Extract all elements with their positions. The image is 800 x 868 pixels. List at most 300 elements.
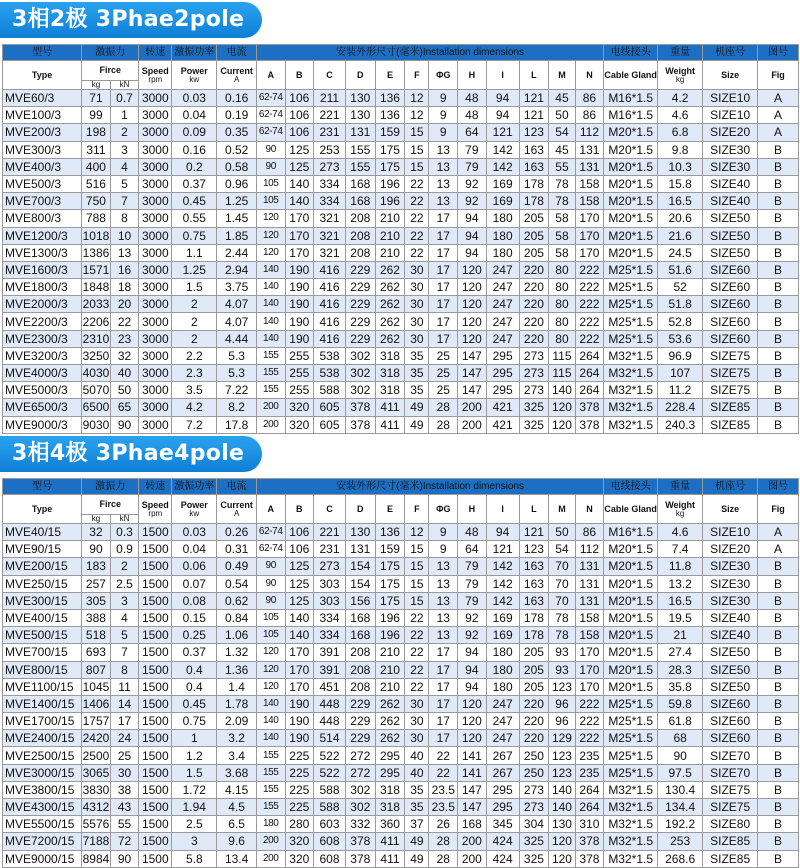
cell-weight: 192.2 xyxy=(658,816,703,833)
cell-dim-m: 140 xyxy=(549,382,575,399)
cell-dim-d: 302 xyxy=(345,799,375,816)
cell-speed: 1500 xyxy=(139,850,172,867)
cell-dim-h: 48 xyxy=(458,90,487,107)
cell-current: 4.44 xyxy=(217,330,257,347)
cell-dim-c: 221 xyxy=(314,107,346,124)
cell-speed: 3000 xyxy=(139,399,172,416)
cell-speed: 3000 xyxy=(139,313,172,330)
cell-dim-g: 9 xyxy=(429,541,458,558)
cell-dim-i: 247 xyxy=(486,695,519,712)
cell-dim-f: 30 xyxy=(405,296,429,313)
cell-force-kn: 3 xyxy=(110,141,139,158)
cell-dim-b: 170 xyxy=(285,244,314,261)
header-dim-4 xyxy=(375,495,405,524)
cell-speed: 3000 xyxy=(139,193,172,210)
cell-size: SIZE10 xyxy=(703,90,758,107)
cell-type: MVE800/15 xyxy=(3,661,82,678)
cell-size: SIZE85 xyxy=(703,833,758,850)
cell-current: 13.4 xyxy=(217,850,257,867)
cell-dim-l: 325 xyxy=(519,416,549,433)
cell-dim-l: 220 xyxy=(519,713,549,730)
cell-weight: 13.2 xyxy=(658,575,703,592)
cell-dim-l: 273 xyxy=(519,347,549,364)
header-dim-2-label: C xyxy=(326,503,333,514)
cell-dim-c: 588 xyxy=(314,781,346,798)
table-row xyxy=(3,313,799,330)
cell-dim-c: 448 xyxy=(314,695,346,712)
cell-dim-n: 378 xyxy=(575,416,604,433)
cell-dim-l: 273 xyxy=(519,365,549,382)
cell-power: 3 xyxy=(172,833,217,850)
cell-dim-d: 332 xyxy=(345,816,375,833)
cell-dim-g: 13 xyxy=(429,558,458,575)
cell-cable-gland: M20*1.5 xyxy=(604,141,658,158)
cell-size: SIZE40 xyxy=(703,627,758,644)
cell-type: MVE4000/3 xyxy=(3,365,82,382)
table-row xyxy=(3,158,799,175)
cell-dim-n: 86 xyxy=(575,107,604,124)
header-dim-0-label: A xyxy=(267,69,274,80)
cell-dim-h: 79 xyxy=(458,158,487,175)
header-dim-10-label: M xyxy=(558,503,566,514)
cell-dim-c: 416 xyxy=(314,296,346,313)
cell-dim-f: 12 xyxy=(405,524,429,541)
header-dim-9 xyxy=(519,61,549,90)
cell-dim-i: 94 xyxy=(486,90,519,107)
cell-current: 0.16 xyxy=(217,90,257,107)
cell-type: MVE9000/3 xyxy=(3,416,82,433)
cell-dim-b: 225 xyxy=(285,781,314,798)
cell-fig: B xyxy=(758,313,799,330)
cell-dim-g: 13 xyxy=(429,193,458,210)
header-dim-10 xyxy=(549,61,575,90)
cell-dim-d: 208 xyxy=(345,678,375,695)
cell-dim-a: 105 xyxy=(256,609,285,626)
cell-current: 1.45 xyxy=(217,210,257,227)
cell-dim-g: 28 xyxy=(429,833,458,850)
cell-power: 0.37 xyxy=(172,644,217,661)
header-zh-6: 电线接头 xyxy=(604,479,658,495)
cell-dim-m: 50 xyxy=(549,107,575,124)
cell-power: 0.45 xyxy=(172,193,217,210)
cell-force-kg: 6500 xyxy=(82,400,110,415)
cell-force-kn: 90 xyxy=(110,850,139,867)
cell-dim-e: 318 xyxy=(375,799,405,816)
cell-power: 0.2 xyxy=(172,158,217,175)
cell-fig: B xyxy=(758,644,799,661)
cell-dim-h: 147 xyxy=(458,799,487,816)
cell-size: SIZE50 xyxy=(703,210,758,227)
header-zh-4: 电流 xyxy=(217,45,257,61)
table-row xyxy=(3,382,799,399)
cell-dim-a: 90 xyxy=(256,158,285,175)
cell-dim-f: 49 xyxy=(405,850,429,867)
header-dim-3-label: D xyxy=(357,69,364,80)
cell-dim-n: 235 xyxy=(575,747,604,764)
cell-force-kg: 183 xyxy=(82,558,111,575)
cell-size: SIZE85 xyxy=(703,416,758,433)
cell-speed: 1500 xyxy=(139,661,172,678)
cell-dim-a: 90 xyxy=(256,575,285,592)
cell-cable-gland: M20*1.5 xyxy=(604,627,658,644)
cell-weight: 16.5 xyxy=(658,193,703,210)
cell-cable-gland: M25*1.5 xyxy=(604,747,658,764)
cell-dim-e: 411 xyxy=(375,833,405,850)
cell-size: SIZE40 xyxy=(703,609,758,626)
cell-dim-e: 159 xyxy=(375,124,405,141)
cell-dim-m: 123 xyxy=(549,747,575,764)
cell-dim-c: 211 xyxy=(314,90,346,107)
cell-dim-h: 94 xyxy=(458,210,487,227)
table-row xyxy=(3,541,799,558)
header-dim-1 xyxy=(285,61,314,90)
cell-dim-e: 175 xyxy=(375,558,405,575)
header-cable xyxy=(604,61,658,90)
cell-force-kn: 11 xyxy=(110,678,139,695)
cell-force-kn: 8 xyxy=(110,210,139,227)
cell-size: SIZE60 xyxy=(703,296,758,313)
cell-dim-e: 196 xyxy=(375,193,405,210)
cell-fig: A xyxy=(758,524,799,541)
cell-fig: B xyxy=(758,781,799,798)
cell-force-kg: 1018 xyxy=(82,228,110,243)
cell-dim-d: 155 xyxy=(345,141,375,158)
cell-dim-a: 105 xyxy=(256,627,285,644)
cell-speed: 1500 xyxy=(139,609,172,626)
cell-force-kg: 90 xyxy=(82,541,111,558)
cell-cable-gland: M25*1.5 xyxy=(604,313,658,330)
cell-dim-a: 120 xyxy=(256,678,285,695)
cell-dim-l: 250 xyxy=(519,747,549,764)
cell-dim-i: 247 xyxy=(486,296,519,313)
cell-dim-l: 205 xyxy=(519,210,549,227)
cell-dim-l: 220 xyxy=(519,296,549,313)
cell-cable-gland: M25*1.5 xyxy=(604,330,658,347)
cell-dim-d: 229 xyxy=(345,730,375,747)
cell-fig: B xyxy=(758,175,799,192)
cell-current: 1.36 xyxy=(217,661,257,678)
cell-dim-l: 121 xyxy=(519,107,549,124)
header-zh-9: 图号 xyxy=(758,45,799,61)
cell-type: MVE2400/15 xyxy=(3,730,82,747)
cell-dim-h: 94 xyxy=(458,661,487,678)
cell-dim-l: 178 xyxy=(519,193,549,210)
cell-size: SIZE60 xyxy=(703,713,758,730)
header-dim-3 xyxy=(345,495,375,524)
cell-dim-h: 120 xyxy=(458,261,487,278)
cell-dim-m: 115 xyxy=(549,365,575,382)
cell-type: MVE250/15 xyxy=(3,575,82,592)
cell-dim-c: 334 xyxy=(314,609,346,626)
cell-dim-n: 222 xyxy=(575,261,604,278)
header-dim-7-label: H xyxy=(468,69,476,80)
header-speed-label: Speed xyxy=(141,499,169,510)
cell-dim-i: 180 xyxy=(486,210,519,227)
cell-dim-m: 70 xyxy=(549,592,575,609)
cell-dim-i: 424 xyxy=(486,850,519,867)
cell-dim-m: 140 xyxy=(549,781,575,798)
cell-size: SIZE50 xyxy=(703,227,758,244)
cell-dim-l: 325 xyxy=(519,850,549,867)
section-title-2pole: 3相2极 3Phae2pole xyxy=(0,2,262,38)
cell-power: 2 xyxy=(172,296,217,313)
cell-dim-h: 79 xyxy=(458,592,487,609)
cell-dim-n: 378 xyxy=(575,850,604,867)
cell-dim-m: 123 xyxy=(549,764,575,781)
header-weight-label: Weight xyxy=(665,65,696,76)
cell-type: MVE3800/15 xyxy=(3,781,82,798)
cell-dim-g: 25 xyxy=(429,365,458,382)
cell-dim-m: 80 xyxy=(549,279,575,296)
header-current-label: Current xyxy=(220,65,253,76)
cell-force-kn: 65 xyxy=(110,399,139,416)
cell-size: SIZE10 xyxy=(703,524,758,541)
cell-cable-gland: M32*1.5 xyxy=(604,416,658,433)
cell-current: 2.09 xyxy=(217,713,257,730)
cell-speed: 1500 xyxy=(139,695,172,712)
cell-current: 9.6 xyxy=(217,833,257,850)
cell-dim-a: 155 xyxy=(256,347,285,364)
cell-dim-f: 15 xyxy=(405,558,429,575)
cell-weight: 53.6 xyxy=(658,330,703,347)
cell-dim-f: 49 xyxy=(405,833,429,850)
cell-power: 0.75 xyxy=(172,713,217,730)
cell-weight: 11.8 xyxy=(658,558,703,575)
cell-type: MVE1700/15 xyxy=(3,713,82,730)
cell-dim-m: 120 xyxy=(549,399,575,416)
header-weight-unit: kg xyxy=(675,74,685,84)
cell-dim-a: 140 xyxy=(256,695,285,712)
cell-dim-h: 147 xyxy=(458,365,487,382)
cell-current: 7.22 xyxy=(217,382,257,399)
cell-dim-a: 140 xyxy=(256,713,285,730)
cell-force-kn: 25 xyxy=(110,747,139,764)
cell-dim-i: 94 xyxy=(486,524,519,541)
cell-power: 0.04 xyxy=(172,541,217,558)
cell-dim-n: 170 xyxy=(575,244,604,261)
cell-speed: 3000 xyxy=(139,279,172,296)
cell-power: 1.2 xyxy=(172,747,217,764)
cell-dim-h: 64 xyxy=(458,124,487,141)
cell-dim-a: 155 xyxy=(256,382,285,399)
cell-force-kn: 18 xyxy=(110,279,139,296)
cell-dim-h: 200 xyxy=(458,399,487,416)
cell-cable-gland: M16*1.5 xyxy=(604,107,658,124)
cell-dim-m: 54 xyxy=(549,124,575,141)
header-zh-6: 电线接头 xyxy=(604,45,658,61)
cell-dim-d: 208 xyxy=(345,227,375,244)
cell-type: MVE1600/3 xyxy=(3,261,82,278)
cell-dim-d: 229 xyxy=(345,313,375,330)
cell-dim-i: 180 xyxy=(486,244,519,261)
cell-dim-l: 178 xyxy=(519,175,549,192)
cell-dim-g: 28 xyxy=(429,850,458,867)
cell-dim-e: 196 xyxy=(375,609,405,626)
cell-dim-a: 140 xyxy=(256,330,285,347)
cell-power: 1 xyxy=(172,730,217,747)
cell-dim-n: 264 xyxy=(575,347,604,364)
cell-force-kg: 7188 xyxy=(82,834,110,849)
cell-dim-a: 155 xyxy=(256,365,285,382)
cell-fig: B xyxy=(758,399,799,416)
header-fig-label: Fig xyxy=(771,503,785,514)
cell-weight: 253 xyxy=(658,833,703,850)
cell-dim-m: 70 xyxy=(549,575,575,592)
cell-dim-n: 378 xyxy=(575,399,604,416)
cell-force-kg: 99 xyxy=(82,107,111,124)
header-dim-7 xyxy=(458,495,487,524)
cell-force-kn: 50 xyxy=(110,382,139,399)
cell-speed: 1500 xyxy=(139,627,172,644)
cell-dim-a: 120 xyxy=(256,244,285,261)
cell-dim-h: 120 xyxy=(458,713,487,730)
cell-force-kn: 7 xyxy=(110,193,139,210)
header-weight xyxy=(658,61,703,90)
cell-dim-g: 17 xyxy=(429,678,458,695)
header-zh-3: 激振功率 xyxy=(172,479,217,495)
cell-dim-c: 603 xyxy=(314,816,346,833)
cell-force-kn: 30 xyxy=(110,764,139,781)
cell-dim-f: 30 xyxy=(405,330,429,347)
cell-dim-a: 155 xyxy=(256,747,285,764)
cell-force-kn: 72 xyxy=(110,833,139,850)
cell-dim-n: 170 xyxy=(575,644,604,661)
cell-dim-a: 155 xyxy=(256,764,285,781)
header-zh-5: 安装外形尺寸(毫米)Installation dimensions xyxy=(256,479,603,495)
cell-dim-n: 264 xyxy=(575,365,604,382)
cell-speed: 1500 xyxy=(139,678,172,695)
header-type-label: Type xyxy=(31,503,53,514)
cell-dim-e: 210 xyxy=(375,227,405,244)
cell-dim-m: 54 xyxy=(549,541,575,558)
cell-force-kg: 1571 xyxy=(82,262,110,277)
cell-current: 5.3 xyxy=(217,347,257,364)
header-dim-9-label: L xyxy=(531,503,537,514)
cell-dim-e: 159 xyxy=(375,541,405,558)
cell-weight: 28.3 xyxy=(658,661,703,678)
cell-type: MVE700/3 xyxy=(3,193,82,210)
cell-dim-a: 140 xyxy=(256,279,285,296)
cell-speed: 1500 xyxy=(139,592,172,609)
cell-cable-gland: M32*1.5 xyxy=(604,799,658,816)
cell-force-kg: 388 xyxy=(82,609,111,626)
cell-force-kg: 5576 xyxy=(82,817,110,832)
cell-power: 1.94 xyxy=(172,799,217,816)
cell-dim-g: 22 xyxy=(429,747,458,764)
cell-size: SIZE30 xyxy=(703,575,758,592)
cell-current: 1.32 xyxy=(217,644,257,661)
table-row xyxy=(3,416,799,433)
cell-dim-b: 190 xyxy=(285,713,314,730)
cell-dim-b: 320 xyxy=(285,399,314,416)
cell-dim-c: 538 xyxy=(314,347,346,364)
cell-force-kn: 2.5 xyxy=(110,575,139,592)
cell-dim-n: 170 xyxy=(575,210,604,227)
cell-dim-f: 37 xyxy=(405,816,429,833)
cell-fig: B xyxy=(758,279,799,296)
cell-size: SIZE50 xyxy=(703,661,758,678)
cell-dim-i: 142 xyxy=(486,558,519,575)
cell-type: MVE1800/3 xyxy=(3,279,82,296)
cell-size: SIZE60 xyxy=(703,330,758,347)
cell-dim-e: 411 xyxy=(375,850,405,867)
cell-dim-g: 17 xyxy=(429,330,458,347)
cell-dim-c: 605 xyxy=(314,416,346,433)
cell-weight: 10.3 xyxy=(658,158,703,175)
cell-dim-n: 86 xyxy=(575,524,604,541)
header-dim-10 xyxy=(549,495,575,524)
cell-dim-a: 140 xyxy=(256,730,285,747)
cell-dim-d: 229 xyxy=(345,713,375,730)
cell-fig: A xyxy=(758,107,799,124)
cell-dim-g: 13 xyxy=(429,175,458,192)
cell-dim-c: 334 xyxy=(314,175,346,192)
table-row xyxy=(3,365,799,382)
cell-dim-g: 23.5 xyxy=(429,781,458,798)
table-row xyxy=(3,107,799,124)
cell-dim-h: 120 xyxy=(458,695,487,712)
cell-dim-c: 334 xyxy=(314,193,346,210)
table-row xyxy=(3,833,799,850)
cell-dim-c: 231 xyxy=(314,124,346,141)
cell-speed: 1500 xyxy=(139,524,172,541)
header-zh-1: 激振力 xyxy=(82,45,139,61)
table-row xyxy=(3,713,799,730)
cell-dim-b: 170 xyxy=(285,210,314,227)
table-row xyxy=(3,141,799,158)
cell-dim-i: 247 xyxy=(486,279,519,296)
table-row xyxy=(3,661,799,678)
cell-force-kg: 198 xyxy=(82,124,111,141)
cell-force-kg: 8984 xyxy=(82,851,110,866)
cell-type: MVE1300/3 xyxy=(3,244,82,261)
cell-cable-gland: M20*1.5 xyxy=(604,158,658,175)
cell-speed: 3000 xyxy=(139,382,172,399)
cell-dim-i: 180 xyxy=(486,227,519,244)
cell-weight: 21 xyxy=(658,627,703,644)
cell-dim-c: 391 xyxy=(314,661,346,678)
cell-dim-c: 522 xyxy=(314,764,346,781)
cell-dim-l: 205 xyxy=(519,678,549,695)
header-dim-3 xyxy=(345,61,375,90)
cell-type: MVE2000/3 xyxy=(3,296,82,313)
cell-dim-e: 318 xyxy=(375,365,405,382)
cell-dim-b: 320 xyxy=(285,833,314,850)
cell-dim-l: 304 xyxy=(519,816,549,833)
cell-speed: 1500 xyxy=(139,747,172,764)
cell-dim-f: 35 xyxy=(405,781,429,798)
header-force xyxy=(82,61,139,81)
cell-dim-n: 170 xyxy=(575,227,604,244)
cell-power: 2.3 xyxy=(172,365,217,382)
cell-size: SIZE30 xyxy=(703,592,758,609)
cell-dim-b: 255 xyxy=(285,347,314,364)
cell-dim-l: 250 xyxy=(519,764,549,781)
cell-dim-l: 205 xyxy=(519,244,549,261)
cell-type: MVE100/3 xyxy=(3,107,82,124)
cell-size: SIZE75 xyxy=(703,781,758,798)
cell-current: 1.78 xyxy=(217,695,257,712)
cell-force-kn: 1 xyxy=(110,107,139,124)
header-speed-unit: rpm xyxy=(148,508,163,518)
cell-dim-m: 115 xyxy=(549,347,575,364)
cell-size: SIZE50 xyxy=(703,678,758,695)
cell-dim-b: 125 xyxy=(285,592,314,609)
cell-type: MVE200/15 xyxy=(3,558,82,575)
cell-cable-gland: M20*1.5 xyxy=(604,210,658,227)
cell-force-kg: 9030 xyxy=(82,417,110,432)
header-dim-11-label: N xyxy=(586,503,593,514)
